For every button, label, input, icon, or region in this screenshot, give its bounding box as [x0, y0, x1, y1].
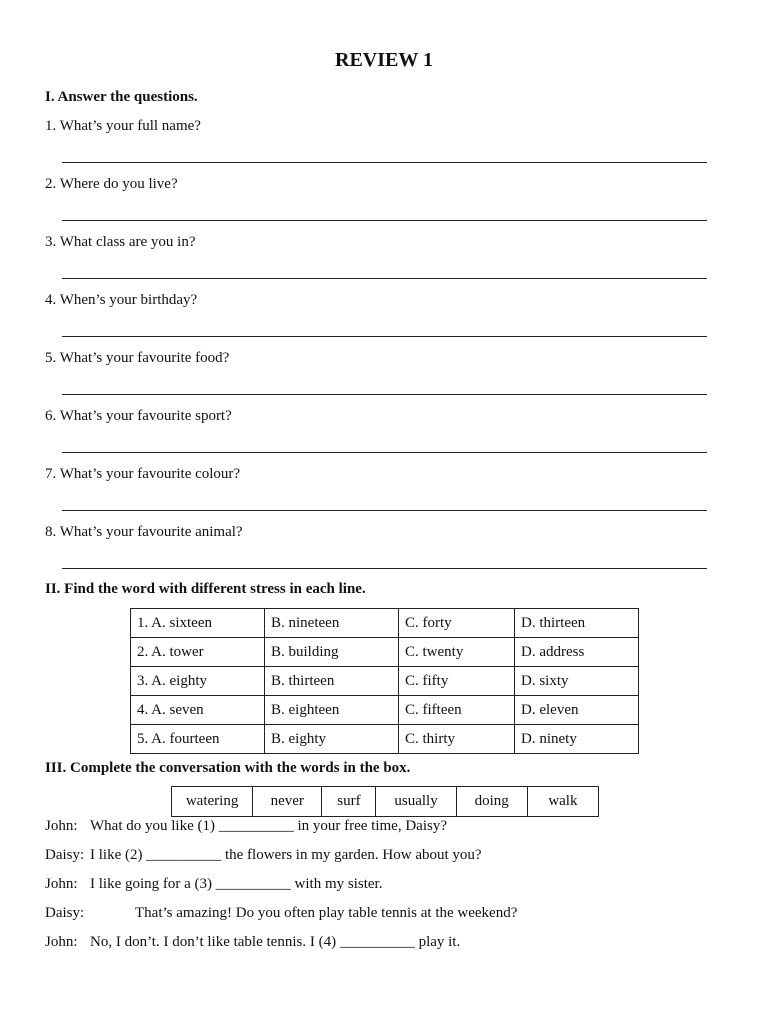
section-2-heading: II. Find the word with different stress in each line. — [45, 581, 366, 597]
answer-line-6[interactable] — [62, 452, 707, 453]
page-title: REVIEW 1 — [335, 49, 433, 71]
question-4: 4. When’s your birthday? — [45, 292, 198, 308]
word-box-row — [172, 787, 599, 817]
option-cell[interactable]: D. address — [515, 638, 639, 667]
option-cell[interactable]: C. fifteen — [399, 696, 515, 725]
option-cell[interactable]: B. nineteen — [265, 609, 399, 638]
stress-table — [130, 608, 639, 754]
question-3: 3. What class are you in? — [45, 234, 196, 250]
question-8: 8. What’s your favourite animal? — [45, 524, 243, 540]
table-row — [131, 696, 639, 725]
option-cell[interactable]: 3. A. eighty — [131, 667, 265, 696]
table-row — [131, 609, 639, 638]
question-5: 5. What’s your favourite food? — [45, 350, 230, 366]
dialogue-line-5: No, I don’t. I don’t like table tennis. I (4) __________ play it. — [90, 934, 461, 950]
word-box — [171, 786, 599, 817]
word-box-item: never — [253, 787, 322, 817]
word-box-item: surf — [322, 787, 376, 817]
dialogue-line-1: What do you like (1) __________ in your free time, Daisy? — [90, 818, 447, 834]
table-row — [131, 667, 639, 696]
option-cell[interactable]: 1. A. sixteen — [131, 609, 265, 638]
table-row — [131, 638, 639, 667]
answer-line-7[interactable] — [62, 510, 707, 511]
option-cell[interactable]: B. building — [265, 638, 399, 667]
dialogue-line-3: I like going for a (3) __________ with my sister. — [90, 876, 383, 892]
option-cell[interactable]: D. thirteen — [515, 609, 639, 638]
option-cell[interactable]: 2. A. tower — [131, 638, 265, 667]
option-cell[interactable]: 4. A. seven — [131, 696, 265, 725]
answer-line-8[interactable] — [62, 568, 707, 569]
option-cell[interactable]: D. ninety — [515, 725, 639, 754]
option-cell[interactable]: C. thirty — [399, 725, 515, 754]
option-cell[interactable]: B. eighteen — [265, 696, 399, 725]
question-7: 7. What’s your favourite colour? — [45, 466, 241, 482]
question-6: 6. What’s your favourite sport? — [45, 408, 232, 424]
option-cell[interactable]: C. twenty — [399, 638, 515, 667]
option-cell[interactable]: C. forty — [399, 609, 515, 638]
speaker-label: John: — [45, 876, 78, 892]
option-cell[interactable]: C. fifty — [399, 667, 515, 696]
answer-line-5[interactable] — [62, 394, 707, 395]
section-1-heading: I. Answer the questions. — [45, 89, 198, 105]
word-box-item: walk — [527, 787, 598, 817]
option-cell[interactable]: 5. A. fourteen — [131, 725, 265, 754]
table-row — [131, 725, 639, 754]
section-3-heading: III. Complete the conversation with the words in the box. — [45, 760, 411, 776]
option-cell[interactable]: B. eighty — [265, 725, 399, 754]
word-box-item: doing — [456, 787, 527, 817]
answer-line-2[interactable] — [62, 220, 707, 221]
word-box-item: usually — [376, 787, 456, 817]
question-2: 2. Where do you live? — [45, 176, 178, 192]
speaker-label: Daisy: — [45, 905, 85, 921]
answer-line-4[interactable] — [62, 336, 707, 337]
question-1: 1. What’s your full name? — [45, 118, 201, 134]
answer-line-3[interactable] — [62, 278, 707, 279]
dialogue-line-4: That’s amazing! Do you often play table tennis at the weekend? — [135, 905, 518, 921]
speaker-label: Daisy: — [45, 847, 85, 863]
answer-line-1[interactable] — [62, 162, 707, 163]
dialogue-line-2: I like (2) __________ the flowers in my garden. How about you? — [90, 847, 482, 863]
speaker-label: John: — [45, 934, 78, 950]
option-cell[interactable]: D. eleven — [515, 696, 639, 725]
speaker-label: John: — [45, 818, 78, 834]
word-box-item: watering — [172, 787, 253, 817]
option-cell[interactable]: D. sixty — [515, 667, 639, 696]
option-cell[interactable]: B. thirteen — [265, 667, 399, 696]
